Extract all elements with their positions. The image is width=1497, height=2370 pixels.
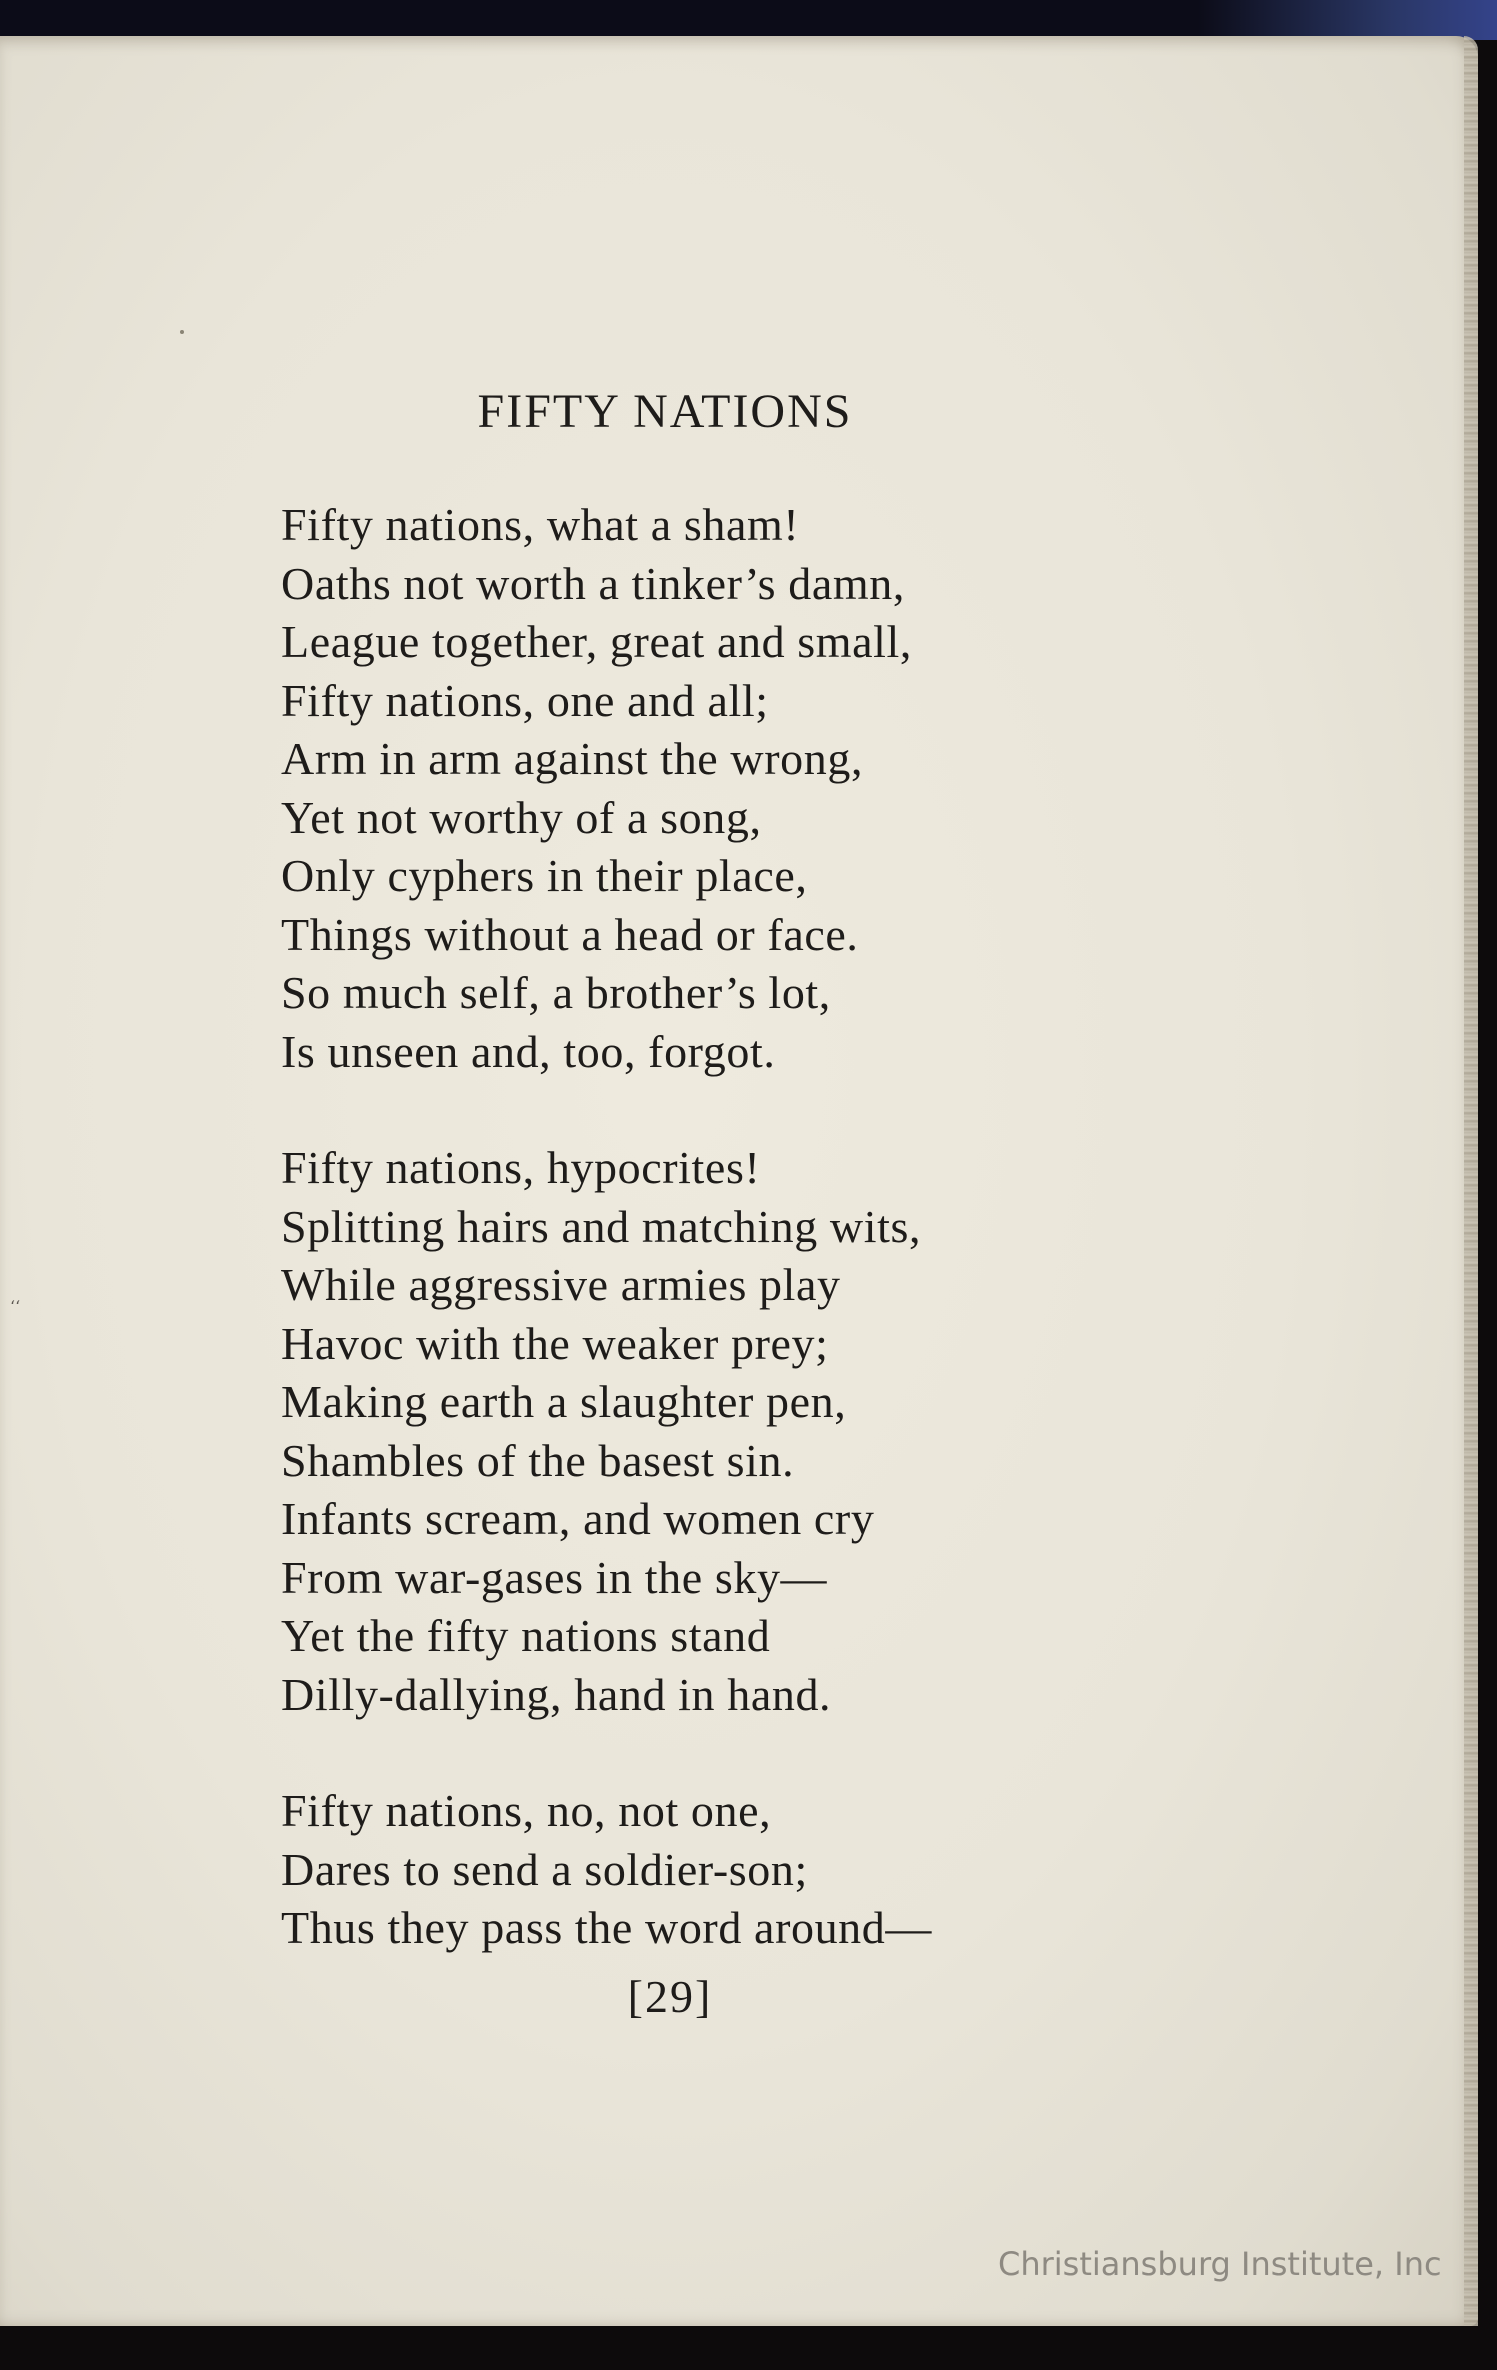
poem-line: So much self, a brother’s lot, [281,967,831,1018]
poem-line: Fifty nations, no, not one, [281,1785,772,1836]
poem-line: Only cyphers in their place, [281,850,808,901]
poem-line: Arm in arm against the wrong, [281,733,864,784]
poem-line: Thus they pass the word around— [281,1902,932,1953]
stanza-1 [281,496,1281,1081]
poem-line: Dilly-dallying, hand in hand. [281,1668,832,1720]
poem-line: Splitting hairs and matching wits, [281,1200,922,1252]
poem-line: Yet the fifty nations stand [281,1610,771,1661]
poem-line: Fifty nations, one and all; [281,674,769,726]
poem-line: Making earth a slaughter pen, [281,1376,847,1427]
poem-body [281,496,1281,2016]
page-edge-shading [1464,36,1478,2326]
poem-line: Fifty nations, hypocrites! [281,1142,761,1193]
stanza-3 [281,1782,1281,1958]
page-number: [29] [627,1971,713,2022]
margin-mark: ‘‘ [10,1297,21,1316]
poem-line: Oaths not worth a tinker’s damn, [281,557,905,609]
poem-line: Havoc with the weaker prey; [281,1317,829,1369]
paper-speck [180,330,184,334]
poem-line: Dares to send a soldier-son; [281,1843,808,1895]
poem-line: Shambles of the basest sin. [281,1434,795,1486]
book-cover-edge [0,0,1497,40]
poem-line: From war-gases in the sky— [281,1551,828,1603]
poem-line: Fifty nations, what a sham! [281,499,800,550]
poem-line: Infants scream, and women cry [281,1493,875,1544]
poem-line: League together, great and small, [281,616,913,667]
watermark: Christiansburg Institute, Inc [998,2245,1442,2283]
poem-line: While aggressive armies play [281,1259,841,1310]
poem-line: Things without a head or face. [281,908,859,960]
poem-line: Yet not worthy of a song, [281,791,762,843]
poem-line: Is unseen and, too, forgot. [281,1025,776,1077]
poem-title: FIFTY NATIONS [477,385,853,438]
stanza-2 [281,1139,1281,1724]
